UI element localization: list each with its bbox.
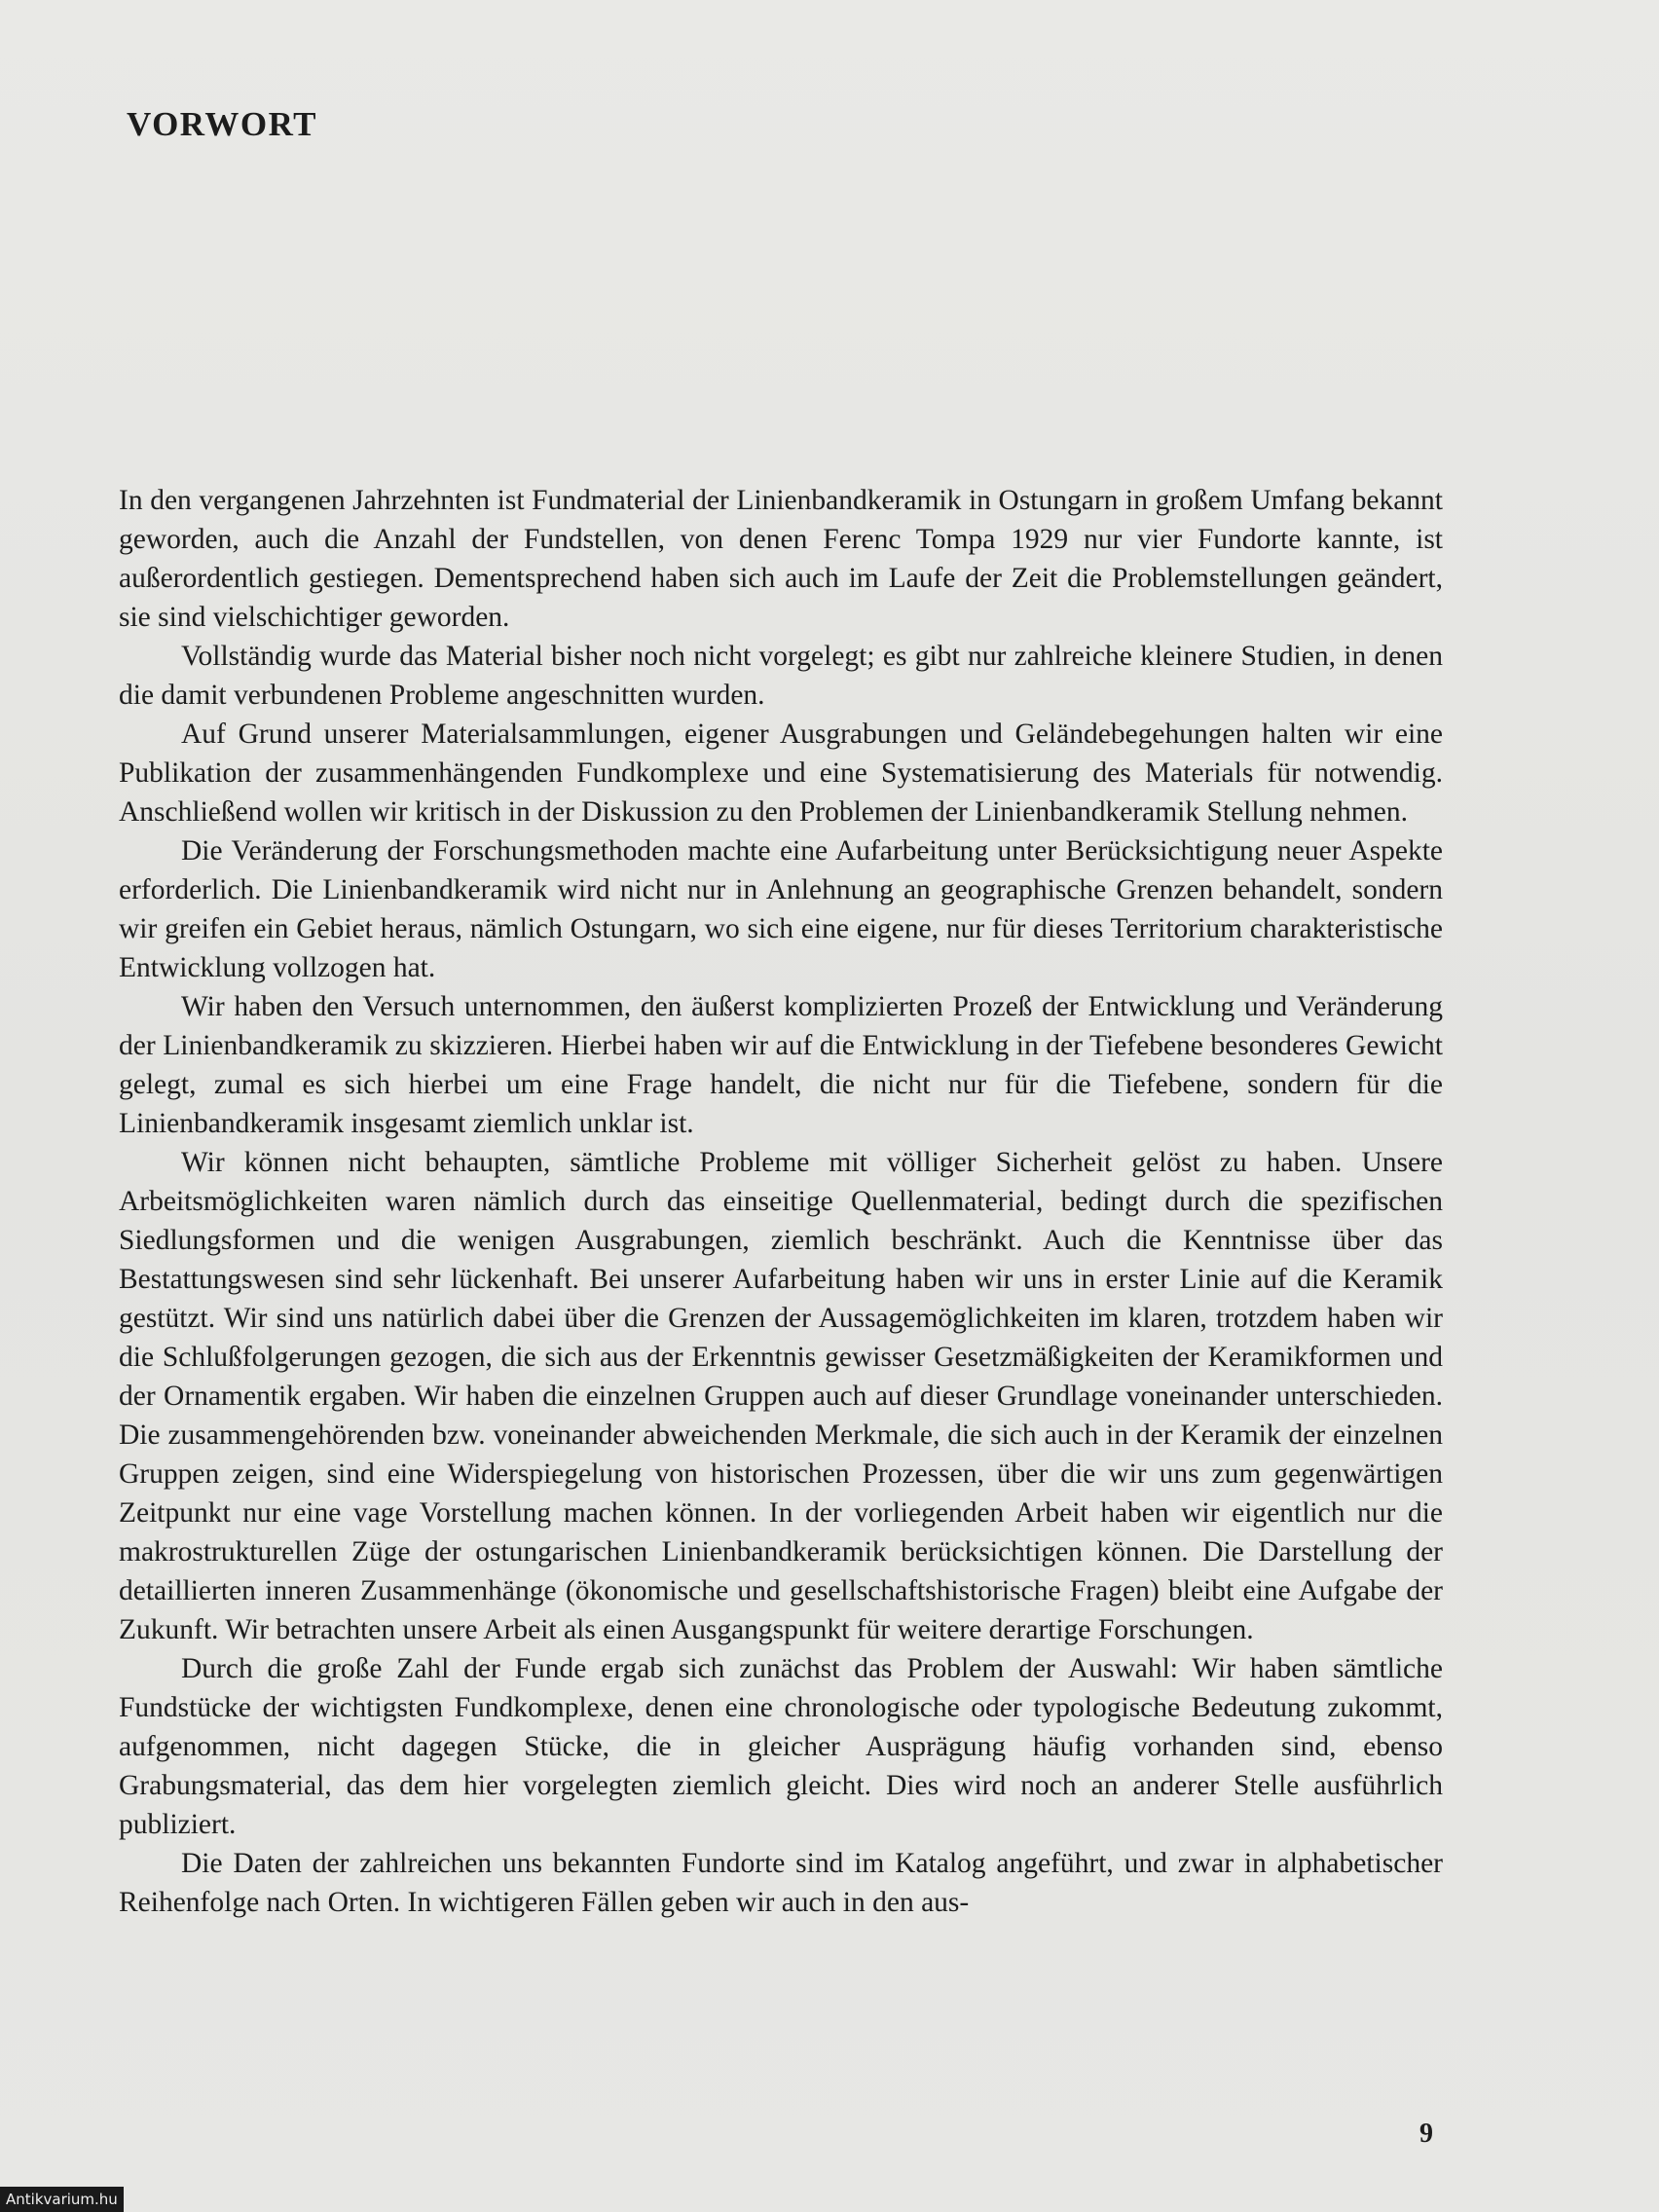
watermark: Antikvarium.hu [0, 2187, 124, 2212]
paragraph-4: Die Veränderung der Forschungsmethoden machte eine Aufarbeitung unter Berücksichtigung neuer Aspekte erforderlich. Die Linienbandkeramik wird nicht nur in Anlehnung an geographische Grenzen behandelt, sondern wir greifen ein Gebiet heraus, nämlich Ostungarn, wo sich eine eigene, nur für dieses Territorium charakteristische Entwicklung vollzogen hat. [119, 835, 1443, 983]
paragraph-3: Auf Grund unserer Materialsammlungen, eigener Ausgrabungen und Geländebegehungen halten wir eine Publikation der zusammenhängenden Fundkomplexe und eine Systematisierung des Materials für notwendig. Anschließend wollen wir kritisch in der Diskussion zu den Problemen der Linienbandkeramik Stellung nehmen. [119, 719, 1443, 828]
page-number: 9 [1419, 2119, 1433, 2149]
paragraph-1: In den vergangenen Jahrzehnten ist Fundmaterial der Linienbandkeramik in Ostungarn in großem Umfang bekannt geworden, auch die Anzahl der Fundstellen, von denen Ferenc Tompa 1929 nur vier Fundorte kannte, ist außerordentlich gestiegen. Dementsprechend haben sich auch im Laufe der Zeit die Problemstellungen geändert, sie sind vielschichtiger geworden. [119, 485, 1443, 633]
body-text [119, 481, 1443, 1922]
paragraph-8: Die Daten der zahlreichen uns bekannten Fundorte sind im Katalog angeführt, und zwar in alphabetischer Reihenfolge nach Orten. In wichtigeren Fällen geben wir auch in den aus- [119, 1848, 1443, 1918]
paragraph-7: Durch die große Zahl der Funde ergab sich zunächst das Problem der Auswahl: Wir haben sämtliche Fundstücke der wichtigsten Fundkomplexe, denen eine chronologische oder typologische Bedeutung zukommt, aufgenommen, nicht dagegen Stücke, die in gleicher Ausprägung häufig vorhanden sind, ebenso Grabungsmaterial, das dem hier vorgelegten ziemlich gleicht. Dies wird noch an anderer Stelle ausführlich publiziert. [119, 1653, 1443, 1840]
paragraph-6: Wir können nicht behaupten, sämtliche Probleme mit völliger Sicherheit gelöst zu haben. Unsere Arbeitsmöglichkeiten waren nämlich durch das einseitige Quellenmaterial, bedingt durch die spezifischen Siedlungsformen und die wenigen Ausgrabungen, ziemlich beschränkt. Auch die Kenntnisse über das Bestattungswesen sind sehr lückenhaft. Bei unserer Aufarbeitung haben wir uns in erster Linie auf die Keramik gestützt. Wir sind uns natürlich dabei über die Grenzen der Aussagemöglichkeiten im klaren, trotzdem haben wir die Schlußfolgerungen gezogen, die sich aus der Erkenntnis gewisser Gesetzmäßigkeiten der Keramikformen und der Ornamentik ergaben. Wir haben die einzelnen Gruppen auch auf dieser Grundlage voneinander unterschieden. Die zusammengehörenden bzw. voneinander abweichenden Merkmale, die sich auch in der Keramik der einzelnen Gruppen zeigen, sind eine Widerspiegelung von historischen Prozessen, über die wir uns zum gegenwärtigen Zeitpunkt nur eine vage Vorstellung machen können. In der vorliegenden Arbeit haben wir eigentlich nur die makrostrukturellen Züge der ostungarischen Linienbandkeramik berücksichtigen können. Die Darstellung der detaillierten inneren Zusammenhänge (ökonomische und gesellschaftshistorische Fragen) bleibt eine Aufgabe der Zukunft. Wir betrachten unsere Arbeit als einen Ausgangspunkt für weitere derartige Forschungen. [119, 1147, 1443, 1645]
paragraph-5: Wir haben den Versuch unternommen, den äußerst komplizierten Prozeß der Entwicklung und Veränderung der Linienbandkeramik zu skizzieren. Hierbei haben wir auf die Entwicklung in der Tiefebene besonderes Gewicht gelegt, zumal es sich hierbei um eine Frage handelt, die nicht nur für die Tiefebene, sondern für die Linienbandkeramik insgesamt ziemlich unklar ist. [119, 991, 1443, 1139]
paragraph-2: Vollständig wurde das Material bisher noch nicht vorgelegt; es gibt nur zahlreiche kleinere Studien, in denen die damit verbundenen Probleme angeschnitten wurden. [119, 641, 1443, 711]
page-heading: VORWORT [127, 105, 317, 143]
